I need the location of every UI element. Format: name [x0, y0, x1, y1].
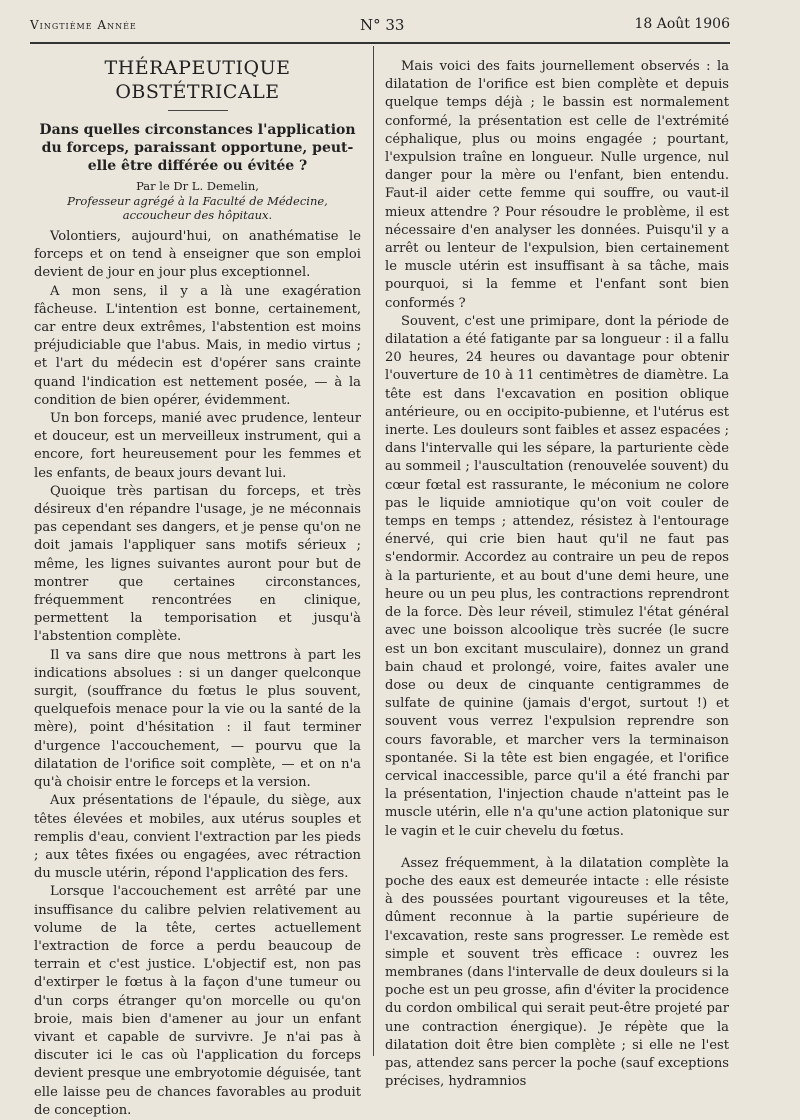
paragraph: Mais voici des faits journellement observés : la dilatation de l'orifice est bien complète et depuis quelque temps déjà ; le bassin est normalement conformé, la présentation est celle de l'extrémité céphalique, plus ou moins engagée ; pourtant, l'expulsion traîne en longueur. Nulle urgence, nul danger pour la mère ou l'enfant, bien entendu. Faut-il aider cette femme qui souffre, ou vaut-il mieux attendre ? Pour résoudre le problème, il est nécessaire d'en analyser les données. Puisqu'il y a arrêt ou lenteur de l'expulsion, bien certainement le muscle utérin est insuffisant à sa tâche, mais pourquoi, si la femme et l'enfant sont bien conformés ? — [385, 59, 729, 311]
right-column — [385, 58, 729, 1091]
title-rule — [168, 110, 228, 111]
column-divider — [373, 46, 374, 1056]
author-affiliation: Professeur agrégé à la Faculté de Médecine, accoucheur des hôpitaux. — [67, 194, 328, 222]
paragraph: Assez fréquemment, à la dilatation complète la poche des eaux est demeurée intacte : elle résiste à des poussées pourtant vigoureuses et la tête, dûment reconnue à la partie supérieure de l'excavation, reste sans progresser. Le remède est simple et souvent très efficace : ouvrez les membranes (dans l'intervalle de deux douleurs si la poche est un peu grosse, afin d'éviter la procidence du cordon ombilical qui serait peut-être projeté par une contraction énergique). Je répète que la dilatation doit être bien complète ; si elle ne l'est pas, attendez sans percer la poche (sauf exceptions précises, hydramnios — [385, 855, 729, 1090]
issue-number: N° 33 — [360, 16, 405, 34]
paragraph: Souvent, c'est une primipare, dont la période de dilatation a été fatigante par sa longueur : il a fallu 20 heures, 24 heures ou davantage pour obtenir l'ouverture de 10 à 11 centimètres de diamètre. La tête est dans l'excavation en position oblique antérieure, ou en occipito-pubienne, et l'utérus est inerte. Les douleurs sont faibles et assez espacées ; dans l'intervalle qui les sépare, la parturiente cède au sommeil ; l'auscultation (renouvelée souvent) du cœur fœtal est rassurante, le méconium ne colore pas le liquide amniotique qu'on voit couler de temps en temps ; attendez, résistez à l'entourage énervé, qui crie bien haut qu'il ne faut pas s'endormir. Accordez au contraire un peu de repos à la parturiente, et au bout d'une demi heure, une heure ou un peu plus, les contractions reprendront de la force. Dès leur réveil, stimulez l'état général avec une boisson alcoolique très sucrée (le sucre est un bon excitant musculaire), donnez un grand bain chaud et prolongé, voire, faites avaler une dose ou deux de cinquante centigrammes de sulfate de quinine (jamais d'ergot, surtout !) et souvent vous verrez l'expulsion reprendre son cours favorable, et marcher vers la terminaison spontanée. Si la tête est bien engagée, et l'orifice cervical inaccessible, parce qu'il a été franchi par la présentation, l'injection chaude n'atteint pas le muscle utérin, elle n'a qu'une action platonique sur le vagin et le cuir chevelu du fœtus. — [385, 313, 730, 839]
paragraph: Un bon forceps, manié avec prudence, lenteur et douceur, est un merveilleux instrument, qui a encore, fort heureusement pour les femmes et les enfants, de beaux jours devant lui. — [34, 411, 361, 481]
volume-label: Vingtième Année — [30, 18, 137, 32]
article-title: THÉRAPEUTIQUE OBSTÉTRICALE — [104, 57, 291, 103]
paragraph: Volontiers, aujourd'hui, on anathématise le forceps et on tend à enseigner que son emploi devient de jour en jour plus exceptionnel. — [34, 229, 361, 281]
header-rule — [30, 42, 730, 44]
paragraph: Il va sans dire que nous mettrons à part les indications absolues : si un danger quelconque surgit, (souffrance du fœtus le plus souvent, quelquefois menace pour la vie ou la santé de la mère), point d'hésitation : il faut terminer d'urgence l'accouchement, — pourvu que la dilatation de l'orifice soit complète, — et on n'a qu'à choisir entre le forceps et la version. — [34, 647, 361, 791]
article-subtitle: Dans quelles circonstances l'application du forceps, paraissant opportune, peut-elle être différée ou évitée ? — [39, 122, 356, 174]
running-header — [30, 16, 730, 38]
paragraph: Aux présentations de l'épaule, du siège, aux têtes élevées et mobiles, aux utérus souples et remplis d'eau, convient l'extraction par les pieds ; aux têtes fixées ou engagées, avec rétraction du muscle utérin, répond l'application des fers. — [34, 793, 361, 882]
paragraph: Quoique très partisan du forceps, et très désireux d'en répandre l'usage, je ne méconnais pas cependant ses dangers, et je pense qu'on ne doit jamais l'appliquer sans motifs sérieux ; même, les lignes suivantes auront pour but de montrer que certaines circonstances, fréquemment rencontrées en clinique, permettent la temporisation et jusqu'à l'abstention complète. — [34, 483, 361, 645]
paragraph: A mon sens, il y a là une exagération fâcheuse. L'intention est bonne, certainement, car entre deux extrêmes, l'abstention est moins préjudiciable que l'abus. Mais, in medio virtus ; et l'art du médecin est d'opérer sans crainte quand l'indication est nettement posée, — à la condition de bien opérer, évidemment. — [34, 283, 361, 408]
issue-date: 18 Août 1906 — [634, 16, 730, 32]
left-column — [34, 56, 361, 1120]
paragraph: Lorsque l'accouchement est arrêté par une insuffisance du calibre pelvien relativement au volume de la tête, certes actuellement l'extraction de force a perdu beaucoup de terrain et c'est justice. L'objectif est, non pas d'extirper le fœtus à la façon d'une tumeur ou d'un corps étranger qu'on morcelle ou qu'on broie, mais bien d'amener au jour un enfant vivant et capable de survivre. Je n'ai pas à discuter ici le cas où l'application du forceps devient presque une embryotomie déguisée, tant elle laisse peu de chances favorables au produit de conception. — [34, 884, 361, 1118]
author-line: Par le Dr L. Demelin, — [136, 179, 259, 193]
